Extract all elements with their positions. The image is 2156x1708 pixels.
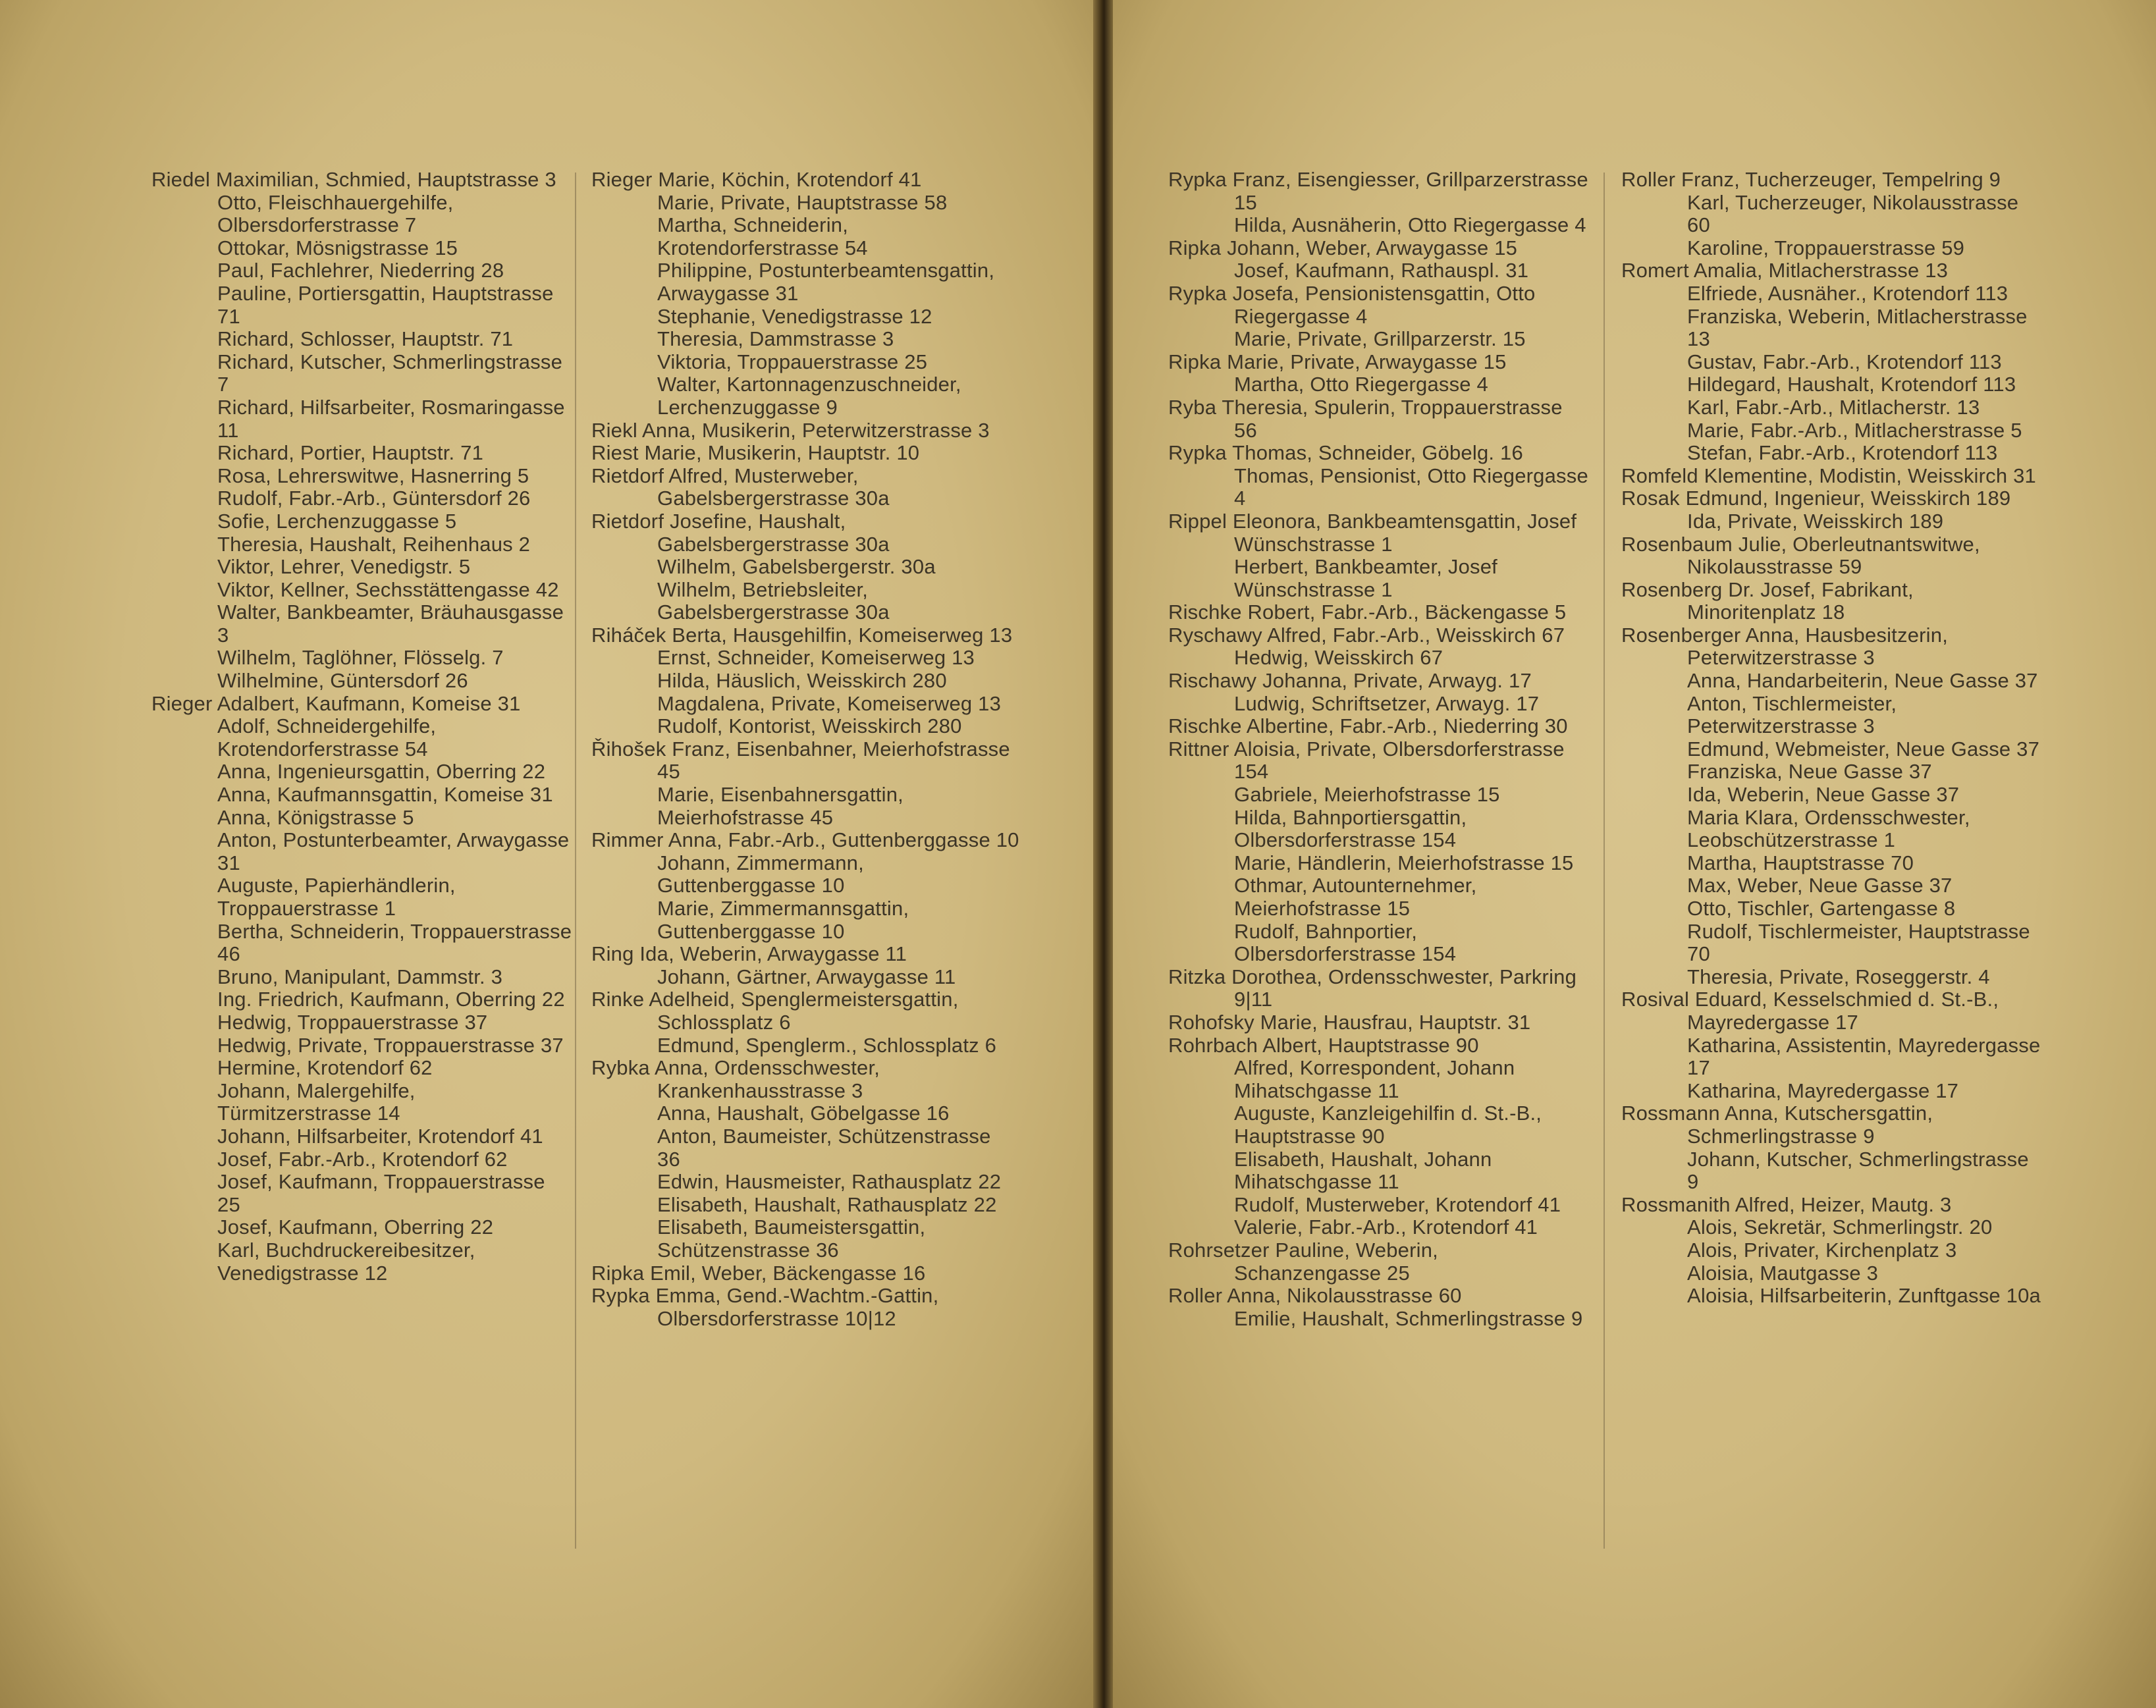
directory-sub-entry: Richard, Portier, Hauptstr. 71 [217,441,484,465]
directory-sub-entry: Hermine, Krotendorf 62 [217,1056,433,1080]
directory-sub-entry: Rudolf, Fabr.-Arb., Güntersdorf 26 [217,487,531,510]
directory-sub-entry: Josef, Kaufmann, Oberring 22 [217,1215,494,1239]
directory-sub-entry: Josef, Kaufmann, Rathauspl. 31 [1234,259,1529,282]
directory-entry: Rossmann Anna, Kutschersgattin, Schmerlingstrasse 9 [1621,1102,1933,1148]
directory-entry: Rybka Anna, Ordensschwester, Krankenhausstrasse 3 [591,1056,880,1102]
directory-sub-entry: Rosa, Lehrerswitwe, Hasnerring 5 [217,464,529,487]
directory-entry: Riekl Anna, Musikerin, Peterwitzerstrasse 3 [591,418,990,442]
directory-sub-entry: Franziska, Weberin, Mitlacherstrasse 13 [1687,304,2028,351]
directory-entry: Rietdorf Alfred, Musterweber, Gabelsbergerstrasse 30a [591,464,890,510]
directory-sub-entry: Theresia, Dammstrasse 3 [657,327,894,351]
directory-sub-entry: Marie, Private, Hauptstrasse 58 [657,190,948,214]
directory-entry: Rohofsky Marie, Hausfrau, Hauptstr. 31 [1168,1010,1531,1034]
directory-entry: Rosenbaum Julie, Oberleutnantswitwe, Nikolausstrasse 59 [1621,532,1980,579]
directory-entry: Riedel Maximilian, Schmied, Hauptstrasse 3 [151,168,556,191]
directory-entry: Roller Anna, Nikolausstrasse 60 [1168,1284,1462,1308]
directory-sub-entry: Ida, Weberin, Neue Gasse 37 [1687,783,1960,807]
directory-sub-entry: Edwin, Hausmeister, Rathausplatz 22 [657,1170,1002,1194]
directory-sub-entry: Bruno, Manipulant, Dammstr. 3 [217,965,503,988]
directory-entry: Rohrbach Albert, Hauptstrasse 90 [1168,1033,1479,1057]
directory-column-4 [1621,169,2043,1308]
directory-sub-entry: Alfred, Korrespondent, Johann Mihatschgasse 11 [1234,1056,1515,1102]
directory-entry: Rypka Emma, Gend.-Wachtm.-Gattin, Olbersdorferstrasse 10|12 [591,1284,939,1330]
directory-sub-entry: Alois, Privater, Kirchenplatz 3 [1687,1238,1957,1262]
directory-entry: Ring Ida, Weberin, Arwaygasse 11 [591,942,907,966]
directory-entry: Rosenberg Dr. Josef, Fabrikant, Minoritenplatz 18 [1621,577,1914,624]
directory-sub-entry: Rudolf, Kontorist, Weisskirch 280 [657,714,962,738]
directory-sub-entry: Otto, Tischler, Gartengasse 8 [1687,897,1956,920]
directory-sub-entry: Ida, Private, Weisskirch 189 [1687,509,1944,533]
directory-sub-entry: Wilhelm, Taglöhner, Flösselg. 7 [217,646,504,670]
directory-sub-entry: Hedwig, Private, Troppauerstrasse 37 [217,1033,564,1057]
directory-sub-entry: Anton, Baumeister, Schützenstrasse 36 [657,1124,991,1171]
directory-sub-entry: Otto, Fleischhauergehilfe, Olbersdorferstrasse 7 [217,190,454,237]
directory-sub-entry: Johann, Hilfsarbeiter, Krotendorf 41 [217,1124,543,1148]
directory-sub-entry: Wilhelmine, Güntersdorf 26 [217,669,468,693]
directory-sub-entry: Auguste, Papierhändlerin, Troppauerstrasse 1 [217,874,456,920]
directory-sub-entry: Bertha, Schneiderin, Troppauerstrasse 46 [217,919,572,966]
directory-sub-entry: Wilhelm, Betriebsleiter, Gabelsbergerstrasse 30a [657,577,890,624]
directory-sub-entry: Marie, Fabr.-Arb., Mitlacherstrasse 5 [1687,418,2022,442]
directory-sub-entry: Richard, Kutscher, Schmerlingstrasse 7 [217,350,563,396]
directory-entry: Ryschawy Alfred, Fabr.-Arb., Weisskirch 67 [1168,623,1565,647]
directory-sub-entry: Marie, Händlerin, Meierhofstrasse 15 [1234,851,1574,874]
directory-sub-entry: Valerie, Fabr.-Arb., Krotendorf 41 [1234,1215,1538,1239]
directory-sub-entry: Martha, Schneiderin, Krotendorferstrasse 54 [657,213,868,259]
directory-sub-entry: Maria Klara, Ordensschwester, Leobschützerstrasse 1 [1687,805,1970,852]
directory-entry: Rimmer Anna, Fabr.-Arb., Guttenberggasse 10 [591,828,1019,852]
directory-sub-entry: Anna, Königstrasse 5 [217,805,414,829]
directory-sub-entry: Karl, Tucherzeuger, Nikolausstrasse 60 [1687,190,2019,237]
directory-entry: Rypka Josefa, Pensionistensgattin, Otto Riegergasse 4 [1168,281,1536,328]
directory-sub-entry: Marie, Eisenbahnersgattin, Meierhofstrasse 45 [657,783,903,829]
directory-sub-entry: Emilie, Haushalt, Schmerlingstrasse 9 [1234,1306,1583,1330]
directory-sub-entry: Rudolf, Musterweber, Krotendorf 41 [1234,1192,1561,1216]
directory-sub-entry: Gabriele, Meierhofstrasse 15 [1234,783,1500,807]
directory-entry: Řihošek Franz, Eisenbahner, Meierhofstrasse 45 [591,737,1010,784]
directory-sub-entry: Pauline, Portiersgattin, Hauptstrasse 71 [217,281,554,328]
directory-entry: Rischke Albertine, Fabr.-Arb., Niederring 30 [1168,714,1568,738]
directory-entry: Rohrsetzer Pauline, Weberin, Schanzengasse 25 [1168,1238,1438,1285]
directory-entry: Rosenberger Anna, Hausbesitzerin, Peterwitzerstrasse 3 [1621,623,1949,670]
directory-column-3 [1168,169,1590,1330]
directory-sub-entry: Josef, Kaufmann, Troppauerstrasse 25 [217,1170,545,1216]
directory-sub-entry: Hilda, Ausnäherin, Otto Riegergasse 4 [1234,213,1586,237]
directory-sub-entry: Hilda, Bahnportiersgattin, Olbersdorferstrasse 154 [1234,805,1467,852]
directory-sub-entry: Viktoria, Troppauerstrasse 25 [657,350,928,373]
directory-entry: Ritzka Dorothea, Ordensschwester, Parkring 9|11 [1168,965,1577,1011]
directory-column-1 [151,169,573,1285]
directory-sub-entry: Richard, Schlosser, Hauptstr. 71 [217,327,514,351]
directory-sub-entry: Walter, Kartonnagenzuschneider, Lerchenzuggasse 9 [657,373,961,419]
directory-sub-entry: Elisabeth, Baumeistersgattin, Schützenstrasse 36 [657,1215,926,1262]
directory-sub-entry: Anton, Postunterbeamter, Arwaygasse 31 [217,828,570,874]
directory-entry: Rinke Adelheid, Spenglermeistersgattin, Schlossplatz 6 [591,988,959,1034]
directory-sub-entry: Karl, Fabr.-Arb., Mitlacherstr. 13 [1687,395,1980,419]
directory-sub-entry: Johann, Kutscher, Schmerlingstrasse 9 [1687,1147,2029,1194]
directory-entry: Rischke Robert, Fabr.-Arb., Bäckengasse 5 [1168,600,1567,624]
directory-sub-entry: Edmund, Spenglerm., Schlossplatz 6 [657,1033,997,1057]
directory-sub-entry: Hedwig, Troppauerstrasse 37 [217,1010,488,1034]
directory-entry: Rypka Thomas, Schneider, Göbelg. 16 [1168,441,1523,465]
directory-sub-entry: Anton, Tischlermeister, Peterwitzerstrasse 3 [1687,691,1897,738]
directory-sub-entry: Rudolf, Tischlermeister, Hauptstrasse 70 [1687,919,2030,966]
directory-entry: Riháček Berta, Hausgehilfin, Komeiserweg 13 [591,623,1013,647]
directory-sub-entry: Johann, Gärtner, Arwaygasse 11 [657,965,956,988]
directory-sub-entry: Anna, Kaufmannsgattin, Komeise 31 [217,783,553,807]
directory-sub-entry: Theresia, Private, Roseggerstr. 4 [1687,965,1990,988]
directory-sub-entry: Ottokar, Mösnigstrasse 15 [217,236,458,259]
directory-sub-entry: Theresia, Haushalt, Reihenhaus 2 [217,532,531,556]
directory-entry: Rittner Aloisia, Private, Olbersdorferstrasse 154 [1168,737,1565,784]
directory-entry: Rossmanith Alfred, Heizer, Mautg. 3 [1621,1192,1952,1216]
directory-sub-entry: Elisabeth, Haushalt, Johann Mihatschgasse 11 [1234,1147,1492,1194]
column-rule-left [575,173,576,1549]
directory-sub-entry: Rudolf, Bahnportier, Olbersdorferstrasse 154 [1234,919,1457,966]
directory-entry: Romert Amalia, Mitlacherstrasse 13 [1621,259,1949,282]
directory-entry: Rietdorf Josefine, Haushalt, Gabelsbergerstrasse 30a [591,509,890,556]
directory-entry: Rosival Eduard, Kesselschmied d. St.-B., Mayredergasse 17 [1621,988,1999,1034]
directory-sub-entry: Katharina, Assistentin, Mayredergasse 17 [1687,1033,2041,1080]
directory-sub-entry: Othmar, Autounternehmer, Meierhofstrasse 15 [1234,874,1477,920]
directory-sub-entry: Aloisia, Hilfsarbeiterin, Zunftgasse 10a [1687,1284,2041,1308]
directory-sub-entry: Richard, Hilfsarbeiter, Rosmaringasse 11 [217,395,565,442]
directory-sub-entry: Gustav, Fabr.-Arb., Krotendorf 113 [1687,350,2002,373]
directory-sub-entry: Walter, Bankbeamter, Bräuhausgasse 3 [217,600,564,647]
directory-entry: Rosak Edmund, Ingenieur, Weisskirch 189 [1621,487,2011,510]
directory-sub-entry: Adolf, Schneidergehilfe, Krotendorferstrasse 54 [217,714,437,761]
directory-column-2 [591,169,1019,1330]
directory-entry: Rippel Eleonora, Bankbeamtensgattin, Josef Wünschstrasse 1 [1168,509,1577,556]
directory-sub-entry: Martha, Otto Riegergasse 4 [1234,373,1488,396]
directory-entry: Rypka Franz, Eisengiesser, Grillparzerstrasse 15 [1168,168,1588,214]
column-rule-right [1604,173,1605,1549]
directory-sub-entry: Viktor, Kellner, Sechsstättengasse 42 [217,577,559,601]
directory-sub-entry: Katharina, Mayredergasse 17 [1687,1079,1959,1102]
directory-entry: Romfeld Klementine, Modistin, Weisskirch 31 [1621,464,2036,487]
directory-entry: Ripka Marie, Private, Arwaygasse 15 [1168,350,1507,373]
directory-sub-entry: Anna, Handarbeiterin, Neue Gasse 37 [1687,669,2038,693]
directory-sub-entry: Marie, Private, Grillparzerstr. 15 [1234,327,1526,351]
directory-sub-entry: Edmund, Webmeister, Neue Gasse 37 [1687,737,2040,761]
directory-entry: Rieger Adalbert, Kaufmann, Komeise 31 [151,691,521,715]
directory-sub-entry: Martha, Hauptstrasse 70 [1687,851,1914,874]
directory-sub-entry: Hedwig, Weisskirch 67 [1234,646,1443,670]
directory-sub-entry: Karl, Buchdruckereibesitzer, Venedigstrasse 12 [217,1238,475,1285]
directory-sub-entry: Johann, Zimmermann, Guttenberggasse 10 [657,851,864,897]
directory-sub-entry: Ludwig, Schriftsetzer, Arwayg. 17 [1234,691,1540,715]
directory-sub-entry: Anna, Haushalt, Göbelgasse 16 [657,1102,950,1125]
directory-sub-entry: Aloisia, Mautgasse 3 [1687,1261,1879,1285]
directory-sub-entry: Paul, Fachlehrer, Niederring 28 [217,259,504,282]
directory-sub-entry: Max, Weber, Neue Gasse 37 [1687,874,1953,897]
directory-entry: Riest Marie, Musikerin, Hauptstr. 10 [591,441,920,465]
directory-sub-entry: Elfriede, Ausnäher., Krotendorf 113 [1687,281,2008,305]
directory-sub-entry: Philippine, Postunterbeamtensgattin, Arwaygasse 31 [657,259,995,305]
directory-sub-entry: Sofie, Lerchenzuggasse 5 [217,509,457,533]
directory-sub-entry: Stephanie, Venedigstrasse 12 [657,304,932,328]
directory-sub-entry: Ernst, Schneider, Komeiserweg 13 [657,646,975,670]
directory-sub-entry: Magdalena, Private, Komeiserweg 13 [657,691,1002,715]
directory-sub-entry: Hilda, Häuslich, Weisskirch 280 [657,669,947,693]
directory-entry: Ripka Emil, Weber, Bäckengasse 16 [591,1261,926,1285]
directory-sub-entry: Auguste, Kanzleigehilfin d. St.-B., Hauptstrasse 90 [1234,1102,1542,1148]
directory-sub-entry: Viktor, Lehrer, Venedigstr. 5 [217,555,471,579]
directory-sub-entry: Ing. Friedrich, Kaufmann, Oberring 22 [217,988,565,1011]
directory-entry: Rieger Marie, Köchin, Krotendorf 41 [591,168,922,191]
directory-sub-entry: Anna, Ingenieursgattin, Oberring 22 [217,760,546,784]
directory-sub-entry: Karoline, Troppauerstrasse 59 [1687,236,1965,259]
directory-sub-entry: Johann, Malergehilfe, Türmitzerstrasse 14 [217,1079,416,1125]
directory-sub-entry: Hildegard, Haushalt, Krotendorf 113 [1687,373,2016,396]
directory-entry: Roller Franz, Tucherzeuger, Tempelring 9 [1621,168,2001,191]
directory-sub-entry: Franziska, Neue Gasse 37 [1687,760,1932,784]
directory-sub-entry: Stefan, Fabr.-Arb., Krotendorf 113 [1687,441,1998,465]
directory-sub-entry: Alois, Sekretär, Schmerlingstr. 20 [1687,1215,1993,1239]
directory-sub-entry: Thomas, Pensionist, Otto Riegergasse 4 [1234,464,1588,510]
directory-sub-entry: Wilhelm, Gabelsbergerstr. 30a [657,555,936,579]
directory-entry: Ryba Theresia, Spulerin, Troppauerstrasse 56 [1168,395,1563,442]
directory-entry: Ripka Johann, Weber, Arwaygasse 15 [1168,236,1518,259]
directory-sub-entry: Herbert, Bankbeamter, Josef Wünschstrasse 1 [1234,555,1497,601]
directory-sub-entry: Elisabeth, Haushalt, Rathausplatz 22 [657,1192,997,1216]
directory-entry: Rischawy Johanna, Private, Arwayg. 17 [1168,669,1532,693]
book-gutter [1093,0,1113,1708]
directory-sub-entry: Marie, Zimmermannsgattin, Guttenberggasse 10 [657,897,909,943]
directory-sub-entry: Josef, Fabr.-Arb., Krotendorf 62 [217,1147,508,1171]
